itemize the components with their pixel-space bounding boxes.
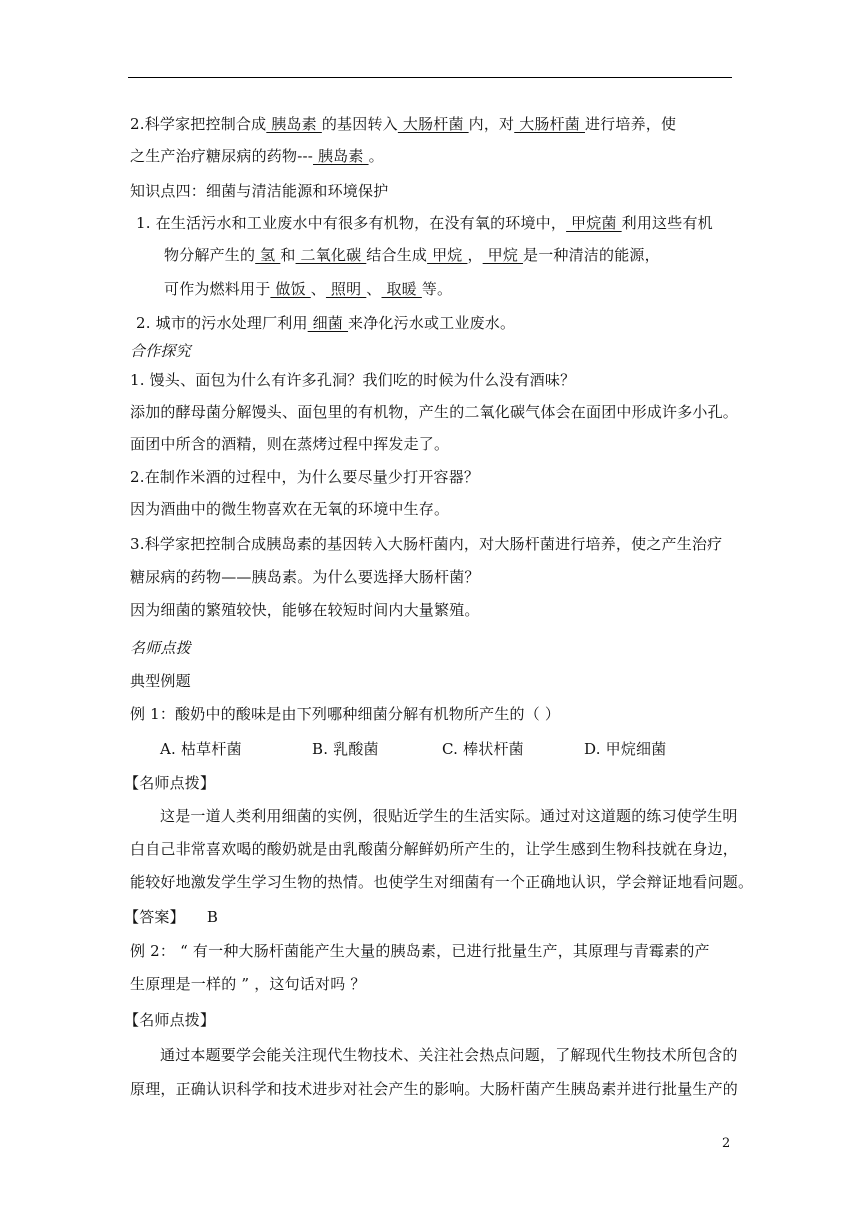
q2-line-1 bbox=[130, 114, 676, 134]
coop-q1: 1. 馒头、面包为什么有许多孔洞？我们吃的时候为什么没有酒味？ bbox=[130, 371, 576, 389]
kp4-heading: 知识点四：细菌与清洁能源和环境保护 bbox=[130, 182, 389, 200]
blank-insulin: 胰岛素 bbox=[266, 115, 322, 133]
ex1-tip-line2: 白自己非常喜欢喝的酸奶就是由乳酸菌分解鲜奶所产生的，让学生感到生物科技就在身边， bbox=[130, 840, 739, 858]
blank-insulin-2: 胰岛素 bbox=[313, 147, 369, 165]
kp4-item2-text-c: 来净化污水或工业废水。 bbox=[348, 314, 516, 332]
blank-ecoli-2: 大肠杆菌 bbox=[514, 115, 585, 133]
q2-text-d: 内，对 bbox=[468, 115, 515, 133]
coop-a3: 因为细菌的繁殖较快，能够在较短时间内大量繁殖。 bbox=[130, 601, 480, 619]
ex2-question-line2: 生原理是一样的 ” ，这句话对吗 ？ bbox=[130, 975, 366, 993]
kp4-item1-sep-2: 、 bbox=[366, 280, 382, 298]
coop-q2: 2.在制作米酒的过程中，为什么要尽量少打开容器？ bbox=[130, 468, 480, 486]
kp4-item1-text-d: 和 bbox=[280, 246, 296, 264]
blank-methane-1: 甲烷 bbox=[427, 246, 468, 264]
q2-line2-text: 之生产治疗糖尿病的药物--- bbox=[130, 147, 314, 165]
coop-a1-line2: 面团中所含的酒精，则在蒸烤过程中挥发走了。 bbox=[130, 435, 450, 453]
kp4-item1-text-g: 是一种清洁的能源， bbox=[523, 246, 660, 264]
blank-ecoli-1: 大肠杆菌 bbox=[397, 115, 469, 133]
coop-q3-line2: 糖尿病的药物——胰岛素。为什么要选择大肠杆菌？ bbox=[130, 568, 480, 586]
blank-bacteria: 细菌 bbox=[307, 314, 349, 332]
blank-hydrogen: 氢 bbox=[255, 246, 281, 264]
kp4-item1-text-f: ， bbox=[467, 246, 483, 264]
header-rule bbox=[128, 77, 732, 78]
blank-heating: 取暖 bbox=[381, 280, 422, 298]
kp4-item2-text-a: 2. 城市的污水处理厂利用 bbox=[136, 314, 308, 332]
coop-q3-line1: 3.科学家把控制合成胰岛素的基因转入大肠杆菌内，对大肠杆菌进行培养，使之产生治疗 bbox=[130, 535, 723, 553]
kp4-item1-line2 bbox=[164, 245, 660, 265]
kp4-item1-text-end: 等。 bbox=[421, 280, 453, 298]
kp4-item1-text-a: 1. 在生活污水和工业废水中有很多有机物，在没有氧的环境中， bbox=[136, 214, 567, 232]
ex1-tip-label: 【名师点拨】 bbox=[124, 774, 216, 792]
blank-lighting: 照明 bbox=[325, 280, 367, 298]
ex1-option-b: B. 乳酸菌 bbox=[312, 740, 379, 758]
kp4-item2 bbox=[136, 313, 515, 333]
page-number: 2 bbox=[722, 1136, 731, 1151]
ex1-option-c: C. 棒状杆菌 bbox=[442, 740, 524, 758]
teacher-heading: 名师点拨 bbox=[130, 639, 191, 657]
ex2-question-line1: 例 2： “ 有一种大肠杆菌能产生大量的胰岛素，已进行批量生产，其原理与青霉素的产 bbox=[130, 942, 710, 960]
ex1-answer bbox=[124, 907, 218, 927]
kp4-item1-line3 bbox=[164, 279, 452, 299]
kp4-item1-text-b: 利用这些有机 bbox=[621, 214, 713, 232]
coop-heading: 合作探究 bbox=[130, 342, 191, 360]
answer-label: 【答案】 bbox=[124, 908, 185, 926]
coop-a1-line1: 添加的酵母菌分解馒头、面包里的有机物，产生的二氧化碳气体会在面团中形成许多小孔。 bbox=[130, 403, 739, 421]
kp4-item1-text-h: 可作为燃料用于 bbox=[164, 280, 271, 298]
ex1-option-d: D. 甲烷细菌 bbox=[584, 740, 667, 758]
ex1-tip-line3: 能较好地激发学生学习生物的热情。也使学生对细菌有一个正确地认识，学会辩证地看问题。 bbox=[130, 873, 754, 891]
q2-text-a: 2.科学家把控制合成 bbox=[130, 115, 267, 133]
answer-value: B bbox=[206, 908, 219, 926]
blank-methanogen: 甲烷菌 bbox=[566, 214, 622, 232]
kp4-item1-text-c: 物分解产生的 bbox=[164, 246, 256, 264]
blank-methane-2: 甲烷 bbox=[482, 246, 523, 264]
blank-co2: 二氧化碳 bbox=[295, 246, 367, 264]
kp4-item1-sep-1: 、 bbox=[310, 280, 326, 298]
kp4-item1-text-e: 结合生成 bbox=[366, 246, 428, 264]
ex2-tip-line1: 通过本题要学会能关注现代生物技术、关注社会热点问题，了解现代生物技术所包含的 bbox=[160, 1046, 738, 1064]
q2-text-c: 的基因转入 bbox=[321, 115, 398, 133]
typical-examples: 典型例题 bbox=[130, 672, 191, 690]
ex1-question: 例 1：酸奶中的酸味是由下列哪种细菌分解有机物所产生的（ ） bbox=[130, 705, 561, 723]
q2-line-2 bbox=[130, 146, 384, 166]
ex1-tip-line1: 这是一道人类利用细菌的实例，很贴近学生的生活实际。通过对这道题的练习使学生明 bbox=[160, 807, 738, 825]
ex2-tip-line2: 原理，正确认识科学和技术进步对社会产生的影响。大肠杆菌产生胰岛素并进行批量生产的 bbox=[130, 1080, 739, 1098]
blank-cooking: 做饭 bbox=[270, 280, 311, 298]
q2-text-e: 进行培养，使 bbox=[584, 115, 677, 133]
ex2-tip-label: 【名师点拨】 bbox=[124, 1011, 216, 1029]
ex1-option-a: A. 枯草杆菌 bbox=[160, 740, 242, 758]
coop-a2: 因为酒曲中的微生物喜欢在无氧的环境中生存。 bbox=[130, 500, 450, 518]
q2-line2-end: 。 bbox=[368, 147, 384, 165]
kp4-item1-line1 bbox=[136, 213, 713, 233]
